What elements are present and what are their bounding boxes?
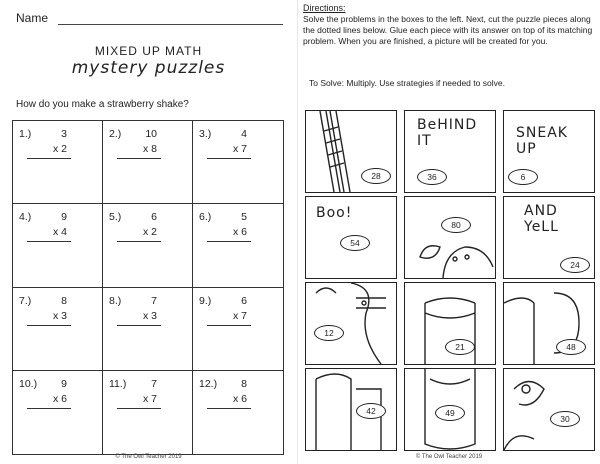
- factor-bottom: x 4: [52, 226, 67, 239]
- character-drawing: [306, 283, 396, 364]
- puzzle-piece-6[interactable]: [503, 196, 595, 279]
- piece-text: AND YeLL: [524, 203, 559, 235]
- factor-top: 9: [61, 377, 67, 390]
- problem-number: 5.): [109, 211, 122, 224]
- problem-number: 10.): [19, 377, 38, 390]
- title-line-2: mystery puzzles: [71, 58, 226, 78]
- directions-heading: Directions:: [303, 3, 346, 13]
- problem-box-6: [193, 204, 283, 287]
- answer-oval: 28: [361, 168, 391, 184]
- answer-line: [27, 325, 71, 326]
- factor-bottom: x 6: [52, 392, 67, 405]
- swirl-drawing: [504, 369, 594, 450]
- problem-number: 4.): [19, 211, 32, 224]
- answer-line: [117, 241, 161, 242]
- problem-grid: [12, 120, 284, 455]
- title-line-1: MIXED UP MATH: [94, 44, 203, 58]
- answer-oval: 21: [445, 339, 475, 355]
- puzzle-piece-8[interactable]: [404, 282, 496, 365]
- answer-oval: 54: [340, 235, 370, 251]
- answer-line: [117, 408, 161, 409]
- factor-top: 7: [151, 294, 157, 307]
- factor-bottom: x 6: [232, 226, 247, 239]
- copyright-footer-left: © The Owl Teacher 2019: [115, 454, 182, 460]
- answer-line: [117, 325, 161, 326]
- answer-oval: 49: [435, 405, 465, 421]
- factor-bottom: x 7: [142, 392, 157, 405]
- factor-top: 8: [241, 377, 247, 390]
- name-input-line[interactable]: [58, 24, 283, 25]
- problem-box-4: [13, 204, 103, 287]
- problem-number: 1.): [19, 128, 32, 140]
- factor-top: 6: [241, 294, 247, 307]
- problem-number: 2.): [109, 128, 122, 140]
- problem-box-7: [13, 288, 103, 371]
- answer-oval: 36: [417, 169, 447, 185]
- problem-number: 9.): [199, 294, 212, 307]
- puzzle-piece-12[interactable]: [503, 368, 595, 451]
- answer-line: [117, 158, 161, 159]
- problem-box-9: [193, 288, 283, 371]
- strawberry-drawing: [405, 197, 495, 278]
- problem-box-2: [103, 121, 193, 204]
- factor-top: 7: [151, 377, 157, 390]
- factor-bottom: x 7: [232, 143, 247, 155]
- puzzle-piece-4[interactable]: [305, 196, 397, 279]
- problem-box-8: [103, 288, 193, 371]
- factor-bottom: x 2: [142, 226, 157, 239]
- puzzle-piece-3[interactable]: [503, 110, 595, 193]
- factor-bottom: x 3: [142, 309, 157, 322]
- problem-box-12: [193, 371, 283, 454]
- answer-line: [207, 241, 251, 242]
- puzzle-piece-1[interactable]: [305, 110, 397, 193]
- problem-box-11: [103, 371, 193, 454]
- problem-box-3: [193, 121, 283, 204]
- page-divider: [297, 0, 298, 464]
- puzzle-piece-7[interactable]: [305, 282, 397, 365]
- riddle-question: How do you make a strawberry shake?: [16, 99, 189, 110]
- factor-top: 6: [151, 211, 157, 224]
- piece-text: Boo!: [316, 205, 353, 221]
- directions-text: Solve the problems in the boxes to the left. Next, cut the puzzle pieces along the dotted lines below. Glue each piece with its answer on top of its matching problem. When you are finished, a picture will be created for you.: [303, 14, 593, 46]
- puzzle-piece-10[interactable]: [305, 368, 397, 451]
- answer-line: [207, 158, 251, 159]
- problem-number: 3.): [199, 128, 212, 140]
- answer-line: [207, 408, 251, 409]
- answer-oval: 48: [556, 339, 586, 355]
- puzzle-piece-5[interactable]: [404, 196, 496, 279]
- factor-bottom: x 3: [52, 309, 67, 322]
- factor-top: 5: [241, 211, 247, 224]
- puzzle-piece-2[interactable]: [404, 110, 496, 193]
- piece-text: SNEAK UP: [516, 125, 568, 157]
- factor-top: 9: [61, 211, 67, 224]
- to-solve-label: To Solve:: [309, 78, 344, 88]
- factor-top: 3: [61, 128, 67, 140]
- problem-box-5: [103, 204, 193, 287]
- factor-bottom: x 6: [232, 392, 247, 405]
- factor-bottom: x 2: [52, 143, 67, 155]
- problem-box-1: [13, 121, 103, 204]
- problem-number: 7.): [19, 294, 32, 307]
- to-solve-text: Multiply. Use strategies if needed to solve.: [346, 78, 505, 88]
- factor-bottom: x 8: [142, 143, 157, 155]
- problem-number: 12.): [199, 377, 218, 390]
- factor-top: 4: [241, 128, 247, 140]
- answer-line: [27, 408, 71, 409]
- to-solve-instruction: [309, 78, 505, 88]
- answer-oval: 24: [560, 257, 590, 273]
- answer-line: [207, 325, 251, 326]
- answer-oval: 12: [314, 325, 344, 341]
- piece-text: BeHIND IT: [417, 117, 478, 149]
- answer-line: [27, 158, 71, 159]
- problem-number: 8.): [109, 294, 122, 307]
- puzzle-piece-11[interactable]: [404, 368, 496, 451]
- copyright-footer-right: © The Owl Teacher 2019: [415, 454, 483, 460]
- factor-bottom: x 7: [232, 309, 247, 322]
- name-label: Name: [16, 11, 49, 25]
- answer-oval: 80: [441, 217, 471, 233]
- answer-oval: 30: [550, 411, 580, 427]
- puzzle-piece-9[interactable]: [503, 282, 595, 365]
- answer-line: [27, 241, 71, 242]
- factor-top: 8: [61, 294, 67, 307]
- problem-box-10: [13, 371, 103, 454]
- problem-number: 11.): [109, 377, 127, 390]
- answer-oval: 6: [508, 169, 538, 185]
- factor-top: 10: [145, 128, 157, 140]
- answer-oval: 42: [356, 403, 386, 419]
- problem-number: 6.): [199, 211, 212, 224]
- puzzle-pieces: [303, 108, 593, 454]
